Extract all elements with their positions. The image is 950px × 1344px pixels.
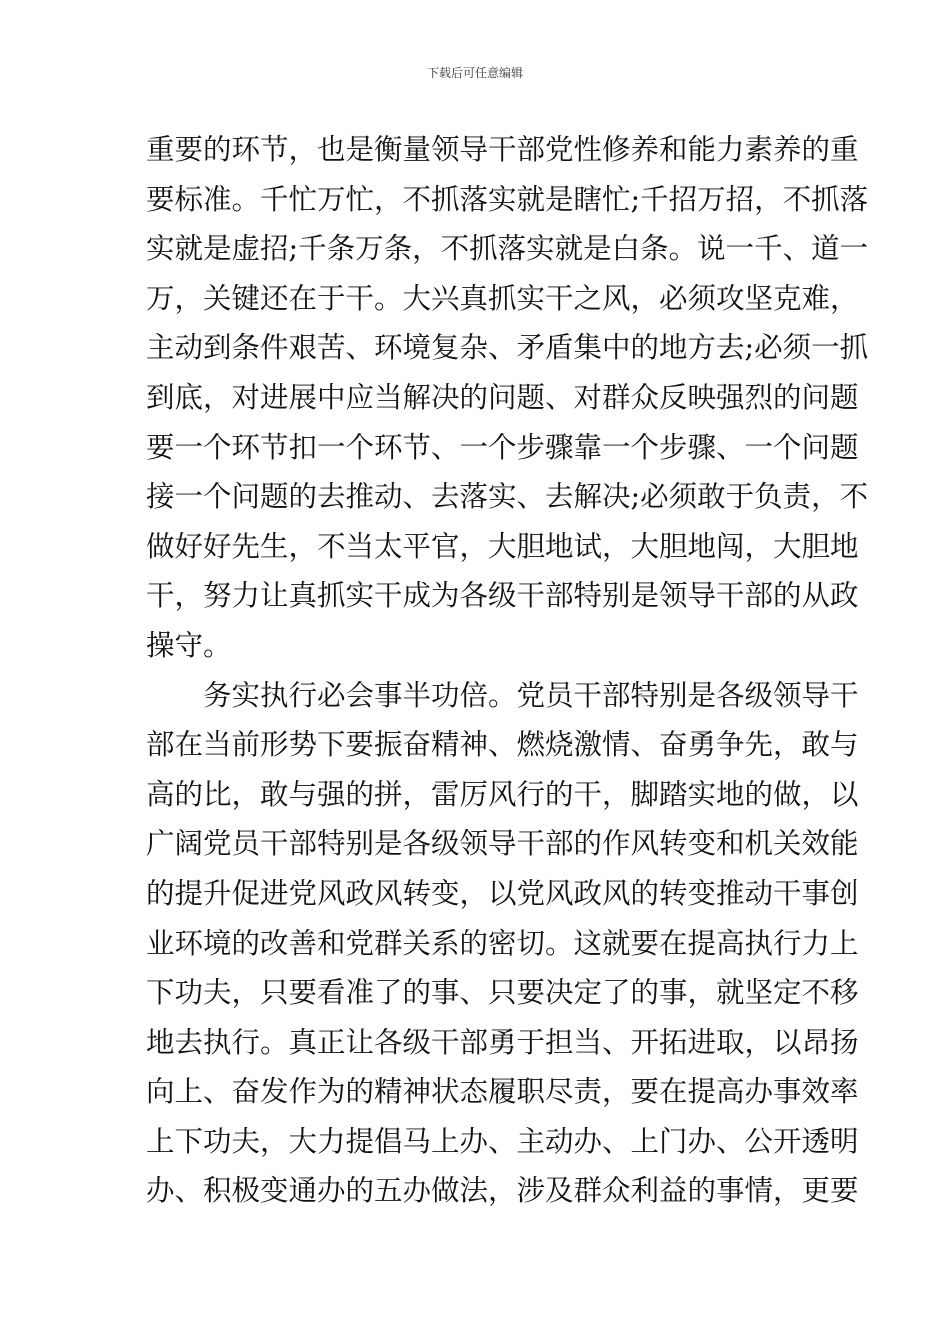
text-line: 要一个环节扣一个环节、一个步骤靠一个步骤、一个问题: [146, 430, 859, 464]
text-line: 办、积极变通办的五办做法，涉及群众利益的事情，更要: [146, 1174, 859, 1208]
page-header: 下载后可任意编辑: [426, 66, 523, 80]
text-line: 地去执行。真正让各级干部勇于担当、开拓进取，以昂扬: [146, 1025, 859, 1059]
text-line: 务实执行必会事半功倍。党员干部特别是各级领导干: [203, 678, 859, 712]
text-line: 干，努力让真抓实干成为各级干部特别是领导干部的从政: [146, 579, 859, 613]
text-line: 要标准。千忙万忙，不抓落实就是瞎忙;千招万招，不抓落: [146, 182, 869, 216]
text-line: 接一个问题的去推动、去落实、去解决;必须敢于负责，不: [146, 480, 869, 514]
text-line: 广阔党员干部特别是各级领导干部的作风转变和机关效能: [146, 827, 859, 861]
text-line: 高的比，敢与强的拼，雷厉风行的干，脚踏实地的做，以: [146, 777, 859, 811]
text-line: 的提升促进党风政风转变，以党风政风的转变推动干事创: [146, 876, 859, 910]
text-line: 向上、奋发作为的精神状态履职尽责，要在提高办事效率: [146, 1075, 859, 1109]
text-line: 做好好先生，不当太平官，大胆地试，大胆地闯，大胆地: [146, 529, 859, 563]
text-line: 到底，对进展中应当解决的问题、对群众反映强烈的问题: [146, 380, 859, 414]
paragraph-2: [146, 671, 859, 1217]
document-body: [146, 125, 869, 1216]
text-line: 部在当前形势下要振奋精神、燃烧激情、奋勇争先，敢与: [146, 728, 859, 762]
text-line: 万，关键还在于干。大兴真抓实干之风，必须攻坚克难，: [146, 281, 859, 315]
text-line: 上下功夫，大力提倡马上办、主动办、上门办、公开透明: [146, 1124, 859, 1158]
text-line: 实就是虚招;千条万条，不抓落实就是白条。说一千、道一: [146, 232, 869, 266]
text-line: 重要的环节，也是衡量领导干部党性修养和能力素养的重: [146, 133, 859, 166]
text-line: 业环境的改善和党群关系的密切。这就要在提高执行力上: [146, 926, 859, 960]
paragraph-1: [146, 125, 869, 671]
text-line: 下功夫，只要看准了的事、只要决定了的事，就坚定不移: [146, 976, 859, 1010]
text-line: 操守。: [146, 628, 232, 662]
text-line: 主动到条件艰苦、环境复杂、矛盾集中的地方去;必须一抓: [146, 331, 869, 365]
